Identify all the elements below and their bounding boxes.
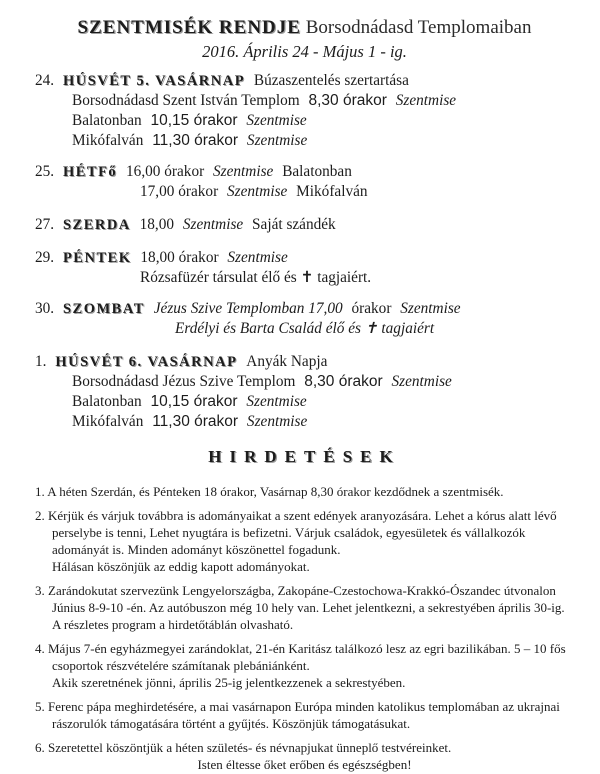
announcement-blessing-line: Isten éltesse őket erőben és egészségben! (197, 757, 412, 772)
time-text: 10,15 órakor (150, 393, 238, 410)
day-name: HÚSVÉT 5. VASÁRNAP (62, 73, 246, 89)
announcement-number: 1. (35, 484, 45, 499)
time-text: 8,30 órakor (304, 373, 383, 390)
mass-label: Szentmise (227, 183, 288, 200)
announcement-item-4 (35, 640, 574, 691)
announcement-number: 2. (35, 508, 45, 523)
document-header (35, 16, 574, 62)
place-text: Borsodnádasd Jézus Szive Templom (72, 373, 296, 390)
day-number: 30. (35, 300, 55, 317)
schedule-row (35, 372, 574, 392)
announcement-item-3 (35, 582, 574, 633)
schedule-row (35, 268, 574, 288)
orakor-text: órakor (351, 300, 392, 317)
announcement-item-1 (35, 483, 574, 500)
schedule-row (35, 412, 574, 432)
day-number: 24. (35, 72, 55, 89)
mass-schedule (35, 71, 574, 432)
place-time-text: Jézus Szive Templomban 17,00 (153, 300, 343, 317)
mass-label: Szentmise (213, 163, 274, 180)
time-text: 17,00 órakor (140, 183, 219, 200)
announcement-item-5 (35, 698, 574, 732)
time-text: 18,00 órakor (140, 249, 219, 266)
intention-text: Erdélyi és Barta Család élő és ✝ tagjaiért (175, 320, 435, 337)
schedule-row (35, 182, 574, 202)
mass-label: Szentmise (391, 373, 452, 390)
announcement-text: A héten Szerdán, és Pénteken 18 órakor, Vasárnap 8,30 órakor kezdődnek a szentmisék. (47, 484, 504, 499)
schedule-row (35, 131, 574, 151)
schedule-row-day-27 (35, 215, 574, 235)
schedule-row-day-1 (35, 352, 574, 372)
place-text: Borsodnádasd Szent István Templom (72, 92, 300, 109)
title-decorative: SZENTMISÉK RENDJE (77, 17, 301, 38)
announcements-section (35, 446, 574, 773)
announcements-heading: HIRDETÉSEK (208, 447, 401, 466)
day-name: PÉNTEK (62, 250, 132, 266)
day-name: HÚSVÉT 6. VASÁRNAP (55, 354, 238, 370)
time-text: 8,30 órakor (308, 92, 387, 109)
schedule-row (35, 111, 574, 131)
schedule-row (35, 91, 574, 111)
announcement-number: 4. (35, 641, 45, 656)
mass-label: Szentmise (246, 112, 307, 129)
mass-label: Szentmise (227, 249, 288, 266)
day-number: 27. (35, 216, 55, 233)
event-title: Anyák Napja (246, 353, 328, 370)
schedule-row (35, 392, 574, 412)
mass-label: Szentmise (246, 393, 307, 410)
schedule-row-day-30 (35, 299, 574, 319)
time-text: 10,15 órakor (150, 112, 238, 129)
mass-label: Szentmise (246, 132, 308, 149)
place-text: Mikófalván (72, 413, 144, 430)
announcement-number: 3. (35, 583, 45, 598)
place-text: Balatonban (72, 393, 142, 410)
intention-text: Saját szándék (252, 216, 336, 233)
schedule-row-day-25 (35, 162, 574, 182)
time-text: 16,00 órakor (126, 163, 205, 180)
day-number: 25. (35, 163, 55, 180)
announcement-extra-line: Akik szeretnének jönni, április 25-ig jelentkezzenek a sekrestyében. (52, 675, 406, 690)
mass-label: Szentmise (182, 216, 244, 233)
announcement-extra-line: Hálásan köszönjük az eddig kapott adományokat. (52, 559, 310, 574)
announcement-text: Május 7-én egyházmegyei zarándoklat, 21-én Karitász találkozó lesz az egri bazilikában. 5 – 10 fős csoportok részvételére számítanak plebániánként. (48, 641, 566, 673)
time-text: 11,30 órakor (152, 413, 239, 430)
announcement-number: 5. (35, 699, 45, 714)
place-text: Mikófalván (296, 183, 368, 200)
title-plain: Borsodnádasd Templomaiban (305, 17, 532, 38)
announcement-text: Kérjük és várjuk továbbra is adományaikat a szent edények aranyozására. Lehet a kórus alatt lévő perselybe is tenni, Lehet nyugtára is befizetni. Várjuk családok, egyesületek és vállalkozók adományát is. Minden adományt köszönettel fogadunk. (48, 508, 557, 557)
schedule-row-day-29 (35, 248, 574, 268)
day-number: 1. (35, 353, 47, 370)
announcement-item-6 (35, 739, 574, 773)
day-name: SZOMBAT (62, 301, 145, 317)
intention-text: Rózsafüzér társulat élő és ✝ tagjaiért. (140, 269, 372, 286)
mass-label: Szentmise (400, 300, 461, 317)
place-text: Balatonban (282, 163, 352, 180)
mass-label: Szentmise (395, 92, 457, 109)
schedule-row (35, 319, 574, 339)
announcement-text: Szeretettel köszöntjük a héten születés- és névnapjukat ünneplő testvéreinket. (48, 740, 452, 755)
page-title (35, 16, 574, 40)
announcement-number: 6. (35, 740, 45, 755)
announcement-text: Ferenc pápa meghirdetésére, a mai vasárnapon Európa minden katolikus templomában az ukrajnai rászorulók támogatására történt a gyűjtés. Köszönjük támogatásukat. (48, 699, 560, 731)
time-text: 18,00 (139, 216, 175, 233)
date-range-subtitle: 2016. Április 24 - Május 1 - ig. (202, 42, 407, 61)
place-text: Mikófalván (72, 132, 144, 149)
schedule-row-day-24 (35, 71, 574, 91)
day-number: 29. (35, 249, 55, 266)
time-text: 11,30 órakor (152, 132, 239, 149)
mass-label: Szentmise (246, 413, 308, 430)
day-name: HÉTFő (62, 164, 118, 180)
day-name: SZERDA (62, 217, 131, 233)
place-text: Balatonban (72, 112, 142, 129)
event-title: Búzaszentelés szertartása (253, 72, 409, 89)
announcement-item-2 (35, 507, 574, 575)
announcement-text: Zarándokutat szervezünk Lengyelországba, Zakopáne-Czestochowa-Krakkó-Ószandec útvonalon Június 8-9-10 -én. Az autóbuszon még 10 hely van. Lehet jelentkezni, a sekrestyében április 30-ig. A részletes program a hirdetőtáblán olvasható. (48, 583, 565, 632)
